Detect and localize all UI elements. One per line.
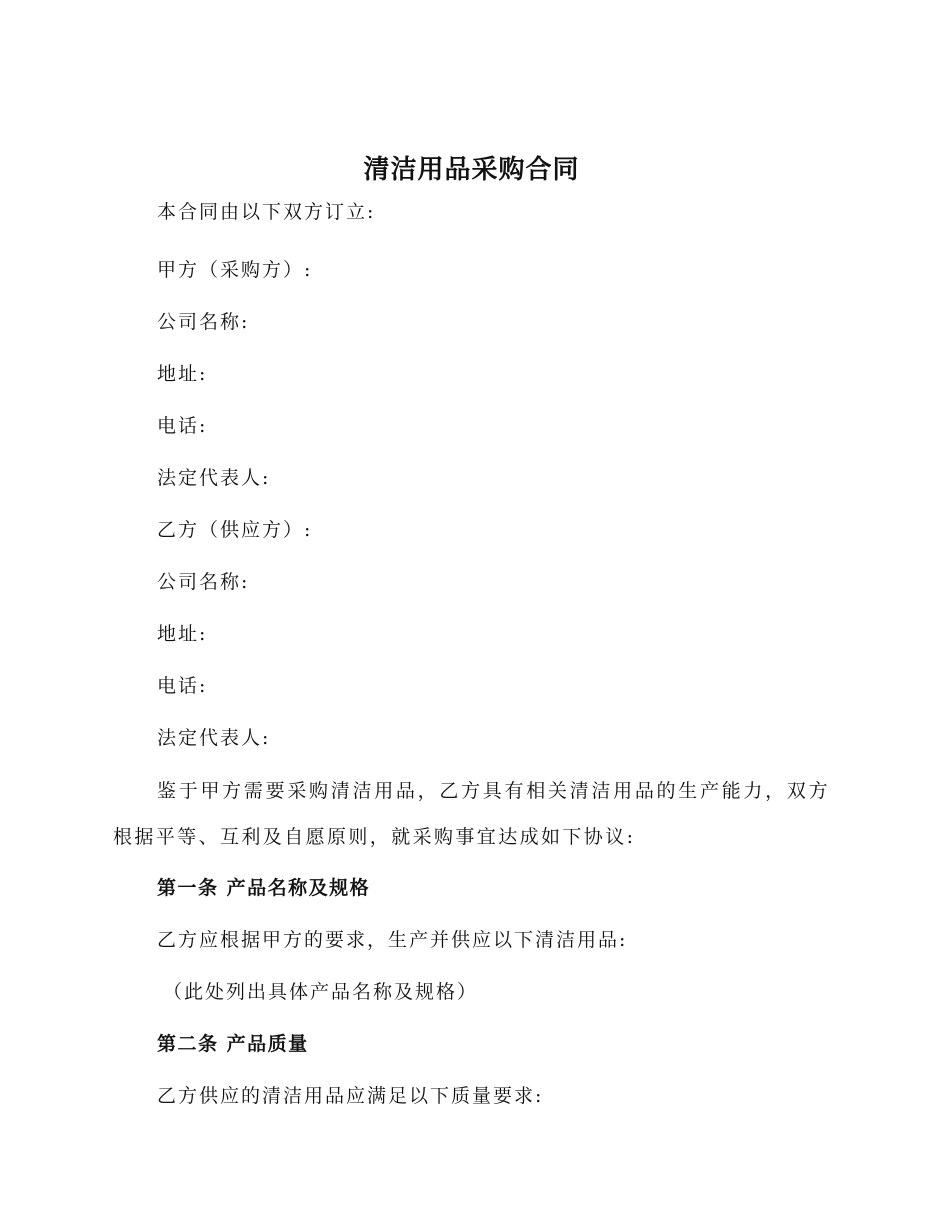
article2-body: 乙方供应的清洁用品应满足以下质量要求: <box>157 1085 544 1107</box>
preamble-paragraph: 鉴于甲方需要采购清洁用品，乙方具有相关清洁用品的生产能力，双方根据平等、互利及自愿原则，就采购事宜达成如下协议: <box>113 780 830 848</box>
party-a-phone-field: 电话: <box>157 415 208 437</box>
intro-line: 本合同由以下双方订立: <box>157 201 376 223</box>
party-a-company-field: 公司名称: <box>157 311 250 333</box>
party-b-representative-field: 法定代表人: <box>157 727 271 749</box>
party-b-label: 乙方（供应方）: <box>157 519 313 541</box>
party-a-label: 甲方（采购方）: <box>157 259 313 281</box>
article2-heading: 第二条 产品质量 <box>157 1033 309 1055</box>
party-b-phone-field: 电话: <box>157 675 208 697</box>
article1-note: （此处列出具体产品名称及规格） <box>163 981 479 1003</box>
party-b-company-field: 公司名称: <box>157 571 250 593</box>
party-a-representative-field: 法定代表人: <box>157 467 271 489</box>
article1-body: 乙方应根据甲方的要求，生产并供应以下清洁用品: <box>157 929 628 951</box>
party-b-address-field: 地址: <box>157 623 208 645</box>
party-a-address-field: 地址: <box>157 363 208 385</box>
article1-heading: 第一条 产品名称及规格 <box>157 877 371 899</box>
document-title: 清洁用品采购合同 <box>363 155 580 185</box>
